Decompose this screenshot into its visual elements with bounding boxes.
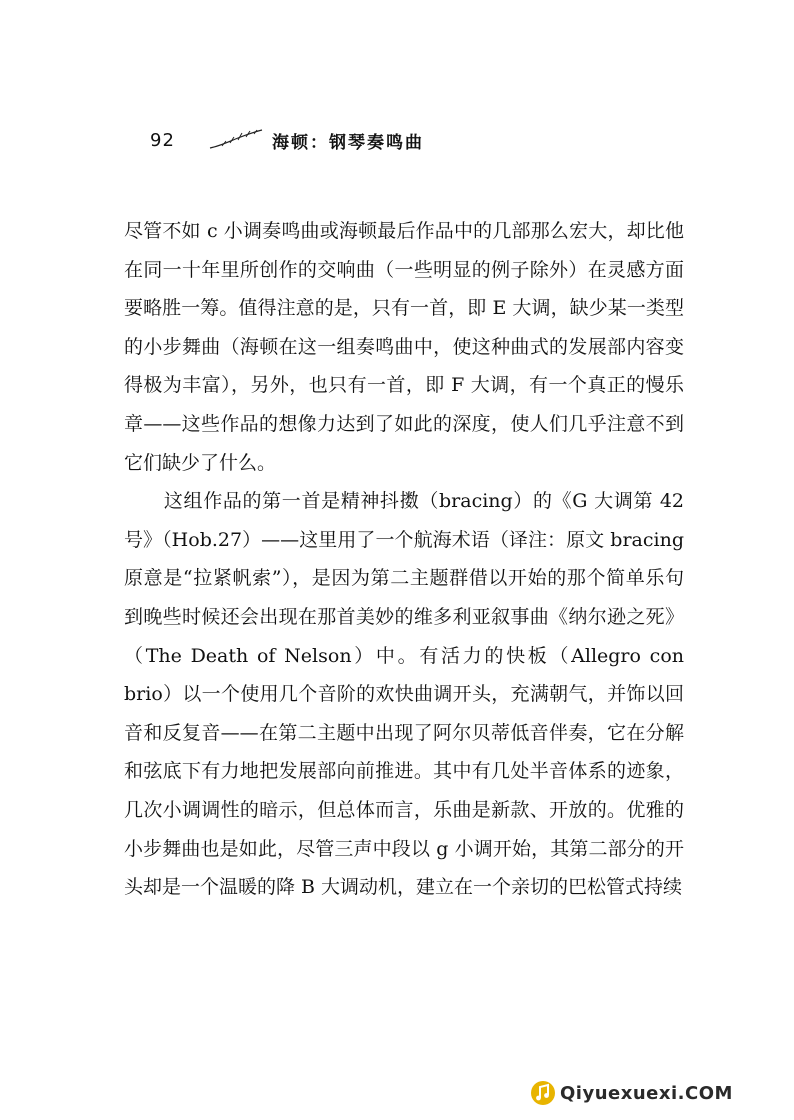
running-title: 海顿：钢琴奏鸣曲 — [272, 133, 424, 153]
page-header — [150, 128, 570, 158]
music-note-icon — [530, 1080, 556, 1106]
ornament-icon — [208, 128, 264, 152]
page-number: 92 — [150, 130, 175, 151]
body-text — [124, 212, 684, 907]
watermark-text: Qiyuexuexi.COM — [560, 1082, 733, 1104]
paragraph-2: 这组作品的第一首是精神抖擞（bracing）的《G 大调第 42 号》（Hob.27）——这里用了一个航海术语（译注：原文 bracing 原意是“拉紧帆索”），是因为第二主题群借以开始的那个简单乐句到晚些时候还会出现在那首美妙的维多利亚叙事曲《纳尔逊之死》（The Death of Nelson）中。有活力的快板（Allegro con brio）以一个使用几个音阶的欢快曲调开头，充满朝气，并饰以回音和反复音——在第二主题中出现了阿尔贝蒂低音伴奏，它在分解和弦底下有力地把发展部向前推进。其中有几处半音体系的迹象，几次小调调性的暗示，但总体而言，乐曲是新款、开放的。优雅的小步舞曲也是如此，尽管三声中段以 g 小调开始，其第二部分的开头却是一个温暖的降 B 大调动机，建立在一个亲切的巴松管式持续 — [124, 490, 684, 899]
paragraph-1: 尽管不如 c 小调奏鸣曲或海顿最后作品中的几部那么宏大，却比他在同一十年里所创作的交响曲（一些明显的例子除外）在灵感方面要略胜一筹。值得注意的是，只有一首，即 E 大调，缺少某一类型的小步舞曲（海顿在这一组奏鸣曲中，使这种曲式的发展部内容变得极为丰富），另外，也只有一首，即 F 大调，有一个真正的慢乐章——这些作品的想像力达到了如此的深度，使人们几乎注意不到它们缺少了什么。 — [124, 220, 684, 474]
watermark — [530, 1078, 733, 1108]
